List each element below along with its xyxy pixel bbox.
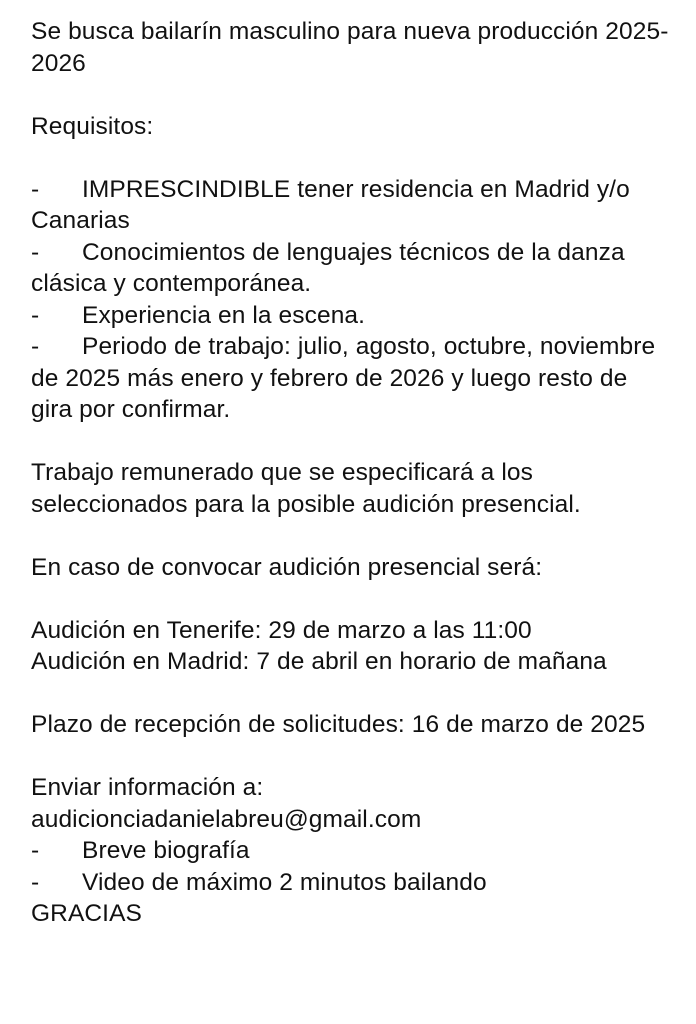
bullet-dash: - xyxy=(31,175,40,203)
audition-madrid: Audición en Madrid: 7 de abril en horario de mañana xyxy=(31,648,607,675)
remuneration-text: Trabajo remunerado que se especificará a los seleccionados para la posible audición presencial. xyxy=(31,459,581,518)
audition-tenerife: Audición en Tenerife: 29 de marzo a las 11:00 xyxy=(31,616,532,644)
bullet-dash: - xyxy=(31,868,40,896)
bullet-dash: - xyxy=(31,301,40,329)
requirement-item xyxy=(31,331,671,426)
requirement-item xyxy=(31,300,671,332)
announcement-document xyxy=(31,16,671,930)
bullet-dash: - xyxy=(31,333,40,360)
bullet-dash: - xyxy=(31,238,40,266)
deadline-text: Plazo de recepción de solicitudes: 16 de marzo de 2025 xyxy=(31,711,646,738)
requirement-text: Conocimientos de lenguajes técnicos de la danza clásica y contemporánea. xyxy=(31,238,625,297)
send-item xyxy=(31,867,671,899)
send-info-label: Enviar información a: xyxy=(31,774,264,801)
requirement-item xyxy=(31,174,671,237)
bullet-dash: - xyxy=(31,837,40,864)
requirement-item xyxy=(31,237,671,300)
send-items-list xyxy=(31,835,671,898)
requirement-text: IMPRESCINDIBLE tener residencia en Madrid y/o Canarias xyxy=(31,175,630,234)
requirement-text: Periodo de trabajo: julio, agosto, octubre, noviembre de 2025 más enero y febrero de 2026 y luego resto de gira por confirmar. xyxy=(31,333,656,423)
closing-text: GRACIAS xyxy=(31,900,142,927)
requirements-title: Requisitos: xyxy=(31,112,154,140)
send-item xyxy=(31,835,671,867)
requirement-text: Experiencia en la escena. xyxy=(82,301,366,329)
contact-email: audicionciadanielabreu@gmail.com xyxy=(31,805,422,833)
heading: Se busca bailarín masculino para nueva producción 2025-2026 xyxy=(31,18,669,77)
send-item-text: Breve biografía xyxy=(82,837,250,864)
send-item-text: Video de máximo 2 minutos bailando xyxy=(82,868,487,896)
audition-intro: En caso de convocar audición presencial será: xyxy=(31,553,543,581)
requirements-list xyxy=(31,174,671,426)
